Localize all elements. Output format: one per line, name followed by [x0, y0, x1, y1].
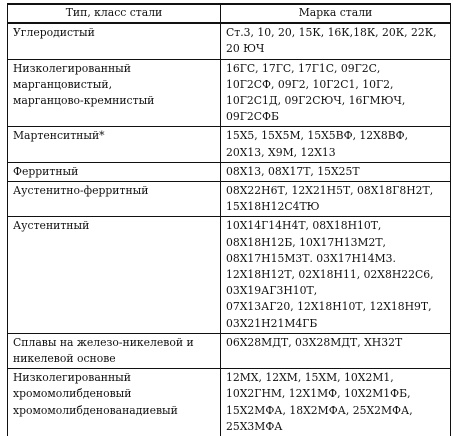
steel-type-text: Мартенситный* — [13, 129, 105, 143]
steel-grade-text: 08Х22Н6Т, 12Х21Н5Т, 08Х18Г8Н2Т, — [226, 184, 434, 198]
steel-type-cell — [8, 23, 221, 59]
steel-grade-text: 15Х18Н12С4ТЮ — [226, 200, 320, 214]
steel-grade-text: 03Х19АГ3Н10Т, — [226, 284, 318, 298]
header-type-class: Тип, класс стали — [8, 4, 221, 23]
steel-grade-text: Ст.3, 10, 20, 15К, 16К,18К, 20К, 22К, — [226, 26, 437, 40]
table-row — [8, 217, 451, 333]
steel-type-text: хромомолибденовый — [13, 387, 132, 401]
steel-grade-cell — [221, 217, 451, 333]
steel-grade-text: 08Х18Н12Б, 10Х17Н13М2Т, — [226, 235, 386, 249]
steel-grade-cell — [221, 333, 451, 368]
steel-type-cell — [8, 59, 221, 127]
table-row — [8, 127, 451, 162]
steel-type-text: Углеродистый — [13, 26, 95, 40]
steel-type-text: никелевой основе — [13, 352, 116, 366]
steel-grade-cell — [221, 23, 451, 59]
steel-type-text: Низколегированный — [13, 371, 131, 385]
steel-type-text: Сплавы на железо-никелевой и — [13, 335, 194, 349]
steel-type-text: Ферритный — [13, 164, 79, 178]
steel-type-cell — [8, 162, 221, 181]
table-body — [8, 23, 451, 436]
steel-grade-text: 16ГС, 17ГС, 17Г1С, 09Г2С, — [226, 61, 381, 75]
steel-type-cell — [8, 369, 221, 436]
steel-grade-text: 10Г2С1Д, 09Г2СЮЧ, 16ГМЮЧ, — [226, 94, 406, 108]
steel-type-text: марганцовистый, — [13, 77, 112, 91]
steel-grade-cell — [221, 182, 451, 217]
steel-grade-cell — [221, 369, 451, 436]
steel-grade-cell — [221, 127, 451, 162]
steel-grade-text: 20 ЮЧ — [226, 42, 265, 56]
steel-type-cell — [8, 217, 221, 333]
header-grade: Марка стали — [221, 4, 451, 23]
steel-grade-text: 06Х28МДТ, 03Х28МДТ, ХН32Т — [226, 335, 403, 349]
steel-grade-text: 12МХ, 12ХМ, 15ХМ, 10Х2М1, — [226, 371, 394, 385]
steel-grade-text: 09Г2СФБ — [226, 110, 279, 124]
steel-grade-text: 10Х14Г14Н4Т, 08Х18Н10Т, — [226, 219, 382, 233]
steel-type-cell — [8, 127, 221, 162]
steel-grade-text: 12Х18Н12Т, 02Х18Н11, 02Х8Н22С6, — [226, 268, 434, 282]
steel-grade-cell — [221, 59, 451, 127]
steel-type-text: хромомолибденованадиевый — [13, 403, 178, 417]
steel-grade-text: 15Х5, 15Х5М, 15Х5ВФ, 12Х8ВФ, — [226, 129, 409, 143]
table-row — [8, 162, 451, 181]
table-row — [8, 333, 451, 368]
steel-type-text: марганцово-кремнистый — [13, 94, 155, 108]
steel-grade-text: 20Х13, Х9М, 12Х13 — [226, 145, 336, 159]
steel-grade-text: 25Х3МФА — [226, 419, 283, 433]
steel-grade-text: 15Х2МФА, 18Х2МФА, 25Х2МФА, — [226, 403, 413, 417]
steel-type-cell — [8, 182, 221, 217]
steel-grade-text: 03Х21Н21М4ГБ — [226, 316, 318, 330]
table-header-row — [8, 4, 451, 23]
steel-grades-table — [7, 3, 451, 436]
steel-type-text: Аустенитно-ферритный — [13, 184, 149, 198]
table-row — [8, 369, 451, 436]
steel-type-text: Низколегированный — [13, 61, 131, 75]
steel-grade-text: 08Х17Н15М3Т. 03Х17Н14М3. — [226, 251, 396, 265]
steel-grade-text: 07Х13АГ20, 12Х18Н10Т, 12Х18Н9Т, — [226, 300, 432, 314]
steel-grade-text: 10Г2СФ, 09Г2, 10Г2С1, 10Г2, — [226, 77, 394, 91]
steel-grade-cell — [221, 162, 451, 181]
steel-grade-text: 10Х2ГНМ, 12Х1МФ, 10Х2М1ФБ, — [226, 387, 411, 401]
steel-type-cell — [8, 333, 221, 368]
table-row — [8, 182, 451, 217]
table-row — [8, 59, 451, 127]
table-row — [8, 23, 451, 59]
steel-type-text: Аустенитный — [13, 219, 90, 233]
steel-grade-text: 08Х13, 08Х17Т, 15Х25Т — [226, 164, 360, 178]
